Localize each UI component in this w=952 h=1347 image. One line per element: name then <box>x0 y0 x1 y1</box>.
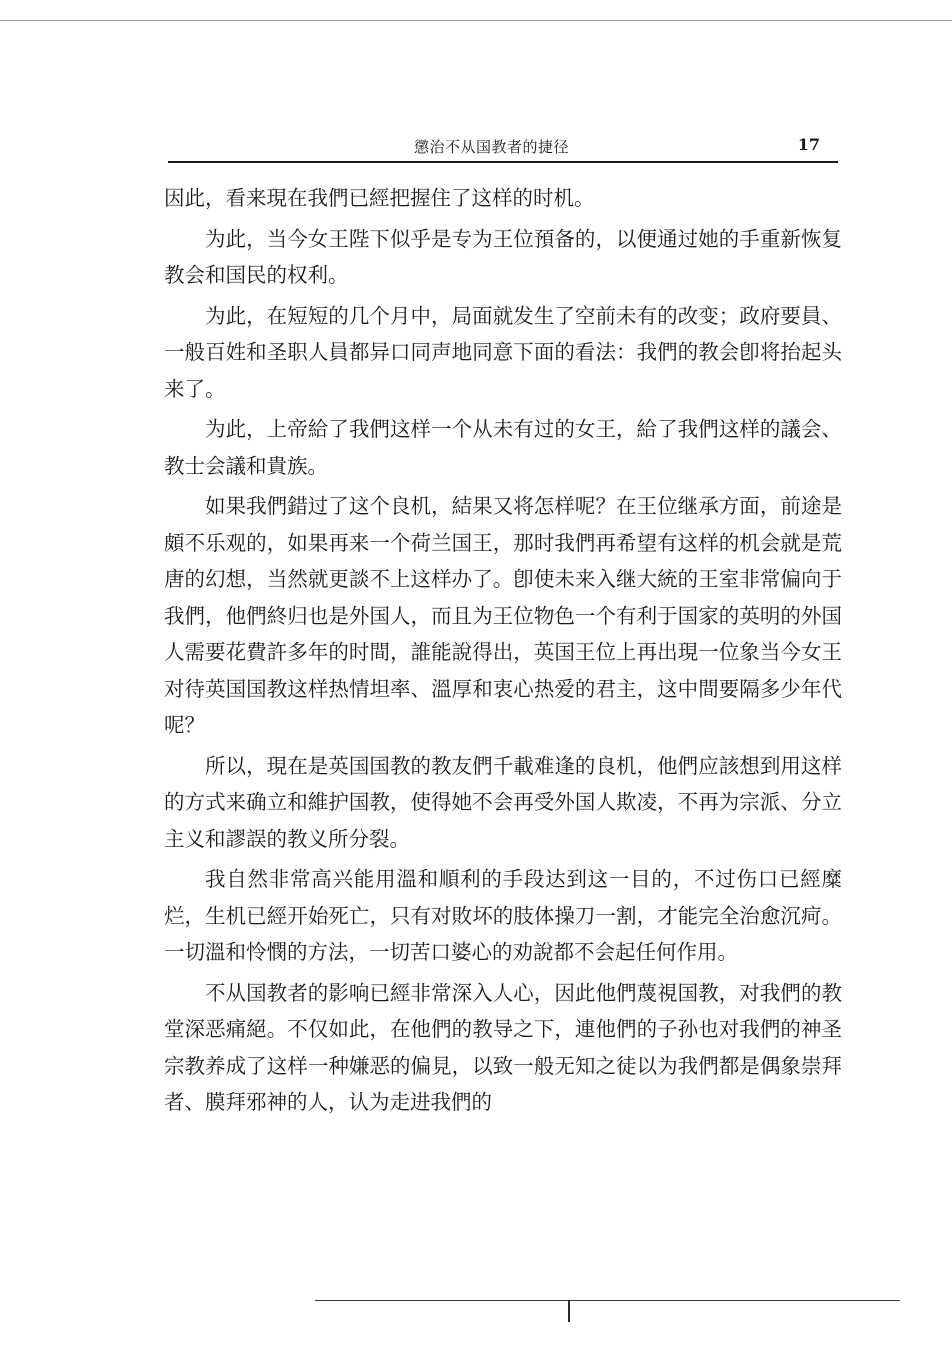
page-bottom-tick <box>568 1300 570 1322</box>
paragraph: 如果我們錯过了这个良机，結果又将怎样呢？在王位继承方面，前途是頗不乐观的，如果再来一个荷兰国王，那时我們再希望有这样的机会就是荒唐的幻想，当然就更談不上这样办了。卽使未来入继大統的王室非常偏向于我們，他們終归也是外国人，而且为王位物色一个有利于国家的英明的外国人需要花費許多年的时間，誰能說得出，英国王位上再出現一位象当今女王对待英国国教这样热情坦率、溫厚和衷心热爱的君主，这中間要隔多少年代呢？ <box>164 494 842 737</box>
paragraph: 为此，在短短的几个月中，局面就发生了空前未有的改变；政府要員、一般百姓和圣职人員都异口同声地同意下面的看法：我們的教会卽将抬起头来了。 <box>164 303 842 401</box>
paragraph: 为此，当今女王陛下似乎是专为王位預备的，以便通过她的手重新恢复教会和国民的权利。 <box>164 226 842 287</box>
body-text <box>164 180 842 1125</box>
running-title: 懲治不从国教者的捷径 <box>414 138 570 156</box>
paragraph: 不从国教者的影响已經非常深入人心，因此他們蔑視国教，对我們的教堂深恶痛絕。不仅如此，在他們的教导之下，連他們的子孙也对我們的神圣宗教养成了这样一种嫌恶的偏見，以致一般无知之徒以为我們都是偶象崇拜者、膜拜邪神的人，认为走进我們的 <box>164 980 842 1114</box>
page-top-rule <box>0 20 952 21</box>
paragraph: 所以，現在是英国国教的教友們千載难逢的良机，他們应該想到用这样的方式来确立和維护国教，使得她不会再受外国人欺凌，不再为宗派、分立主义和謬誤的教义所分裂。 <box>164 753 842 851</box>
paragraph: 为此，上帝給了我們这样一个从未有过的女王，給了我們这样的議会、教士会議和貴族。 <box>164 417 842 478</box>
running-head <box>168 132 838 162</box>
page-number: 17 <box>797 135 820 154</box>
header-rule <box>168 161 838 163</box>
page-bottom-rule <box>315 1300 900 1301</box>
paragraph: 因此，看来現在我們已經把握住了这样的时机。 <box>164 186 595 210</box>
paragraph: 我自然非常高兴能用溫和順利的手段达到这一目的，不过伤口已經糜烂，生机已經开始死亡，只有对敗坏的肢体操刀一割，才能完全治愈沉疴。一切溫和怜憫的方法，一切苦口婆心的劝說都不会起任何作用。 <box>164 867 842 964</box>
